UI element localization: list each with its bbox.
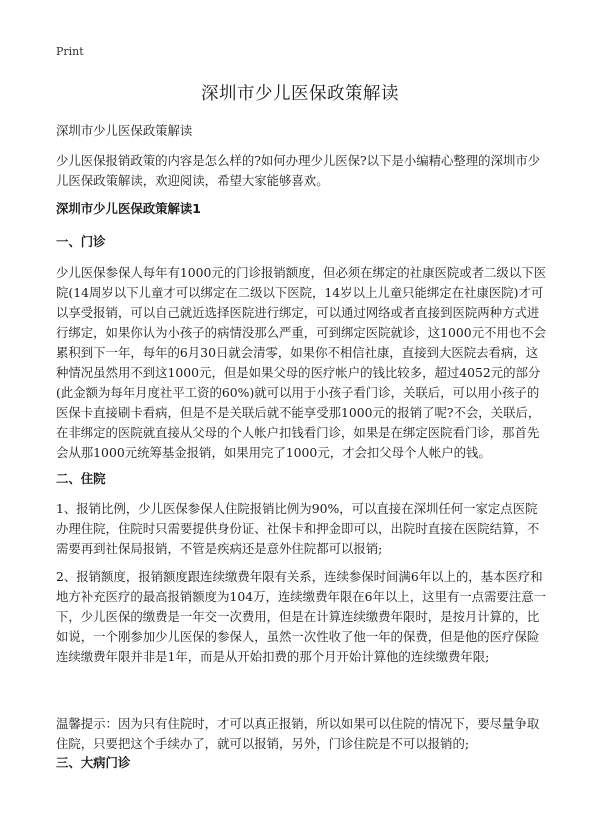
- heading-serious-illness: 三、大病门诊: [56, 755, 131, 770]
- paragraph-inpatient-limit: 2、报销额度，报销额度跟连续缴费年限有关系，连续参保时间满6年以上的，基本医疗和地方补充医疗的最高报销额度为104万，连续缴费年限在6年以上，这里有一点需要注意一下，少儿医保的缴费是一年交一次费用，但是在计算连续缴费年限时，是按月计算的，比如说，一个刚参加少儿医保的参保人，虽然一次性收了他一年的保费，但是他的医疗保险连续缴费年限并非是1年，而是从开始扣费的那个月开始计算他的连续缴费年限;: [56, 569, 546, 664]
- intro-paragraph: 少儿医保报销政策的内容是怎么样的?如何办理少儿医保?以下是小编精心整理的深圳市少儿医保政策解读，欢迎阅读，希望大家能够喜欢。: [56, 153, 541, 188]
- heading-inpatient: 二、住院: [56, 471, 106, 486]
- page-title: 深圳市少儿医保政策解读: [201, 84, 399, 104]
- paragraph-outpatient: 少儿医保参保人每年有1000元的门诊报销额度，但必须在绑定的社康医院或者二级以下医院(14周岁以下儿童才可以绑定在二级以下医院，14岁以上儿童只能绑定在社康医院)才可以享受报销，可以自己就近选择医院进行绑定，可以通过网络或者直接到医院两种方式进行绑定，如果你认为小孩子的病情没那么严重，可到绑定医院就诊，这1000元不用也不会累积到下一年，每年的6月30日就会清零，如果你不相信社康，直接到大医院去看病，这种情况虽然用不到这1000元，但是如果父母的医疗帐户的钱比较多，超过4052元的部分(此金额为每年月度社平工资的60%)就可以用于小孩子看门诊，关联后，可以用小孩子的医保卡直接刷卡看病，但是不是关联后就不能享受那1000元的报销了呢?不会，关联后，在非绑定的医院就直接从父母的个人帐户扣钱看门诊，如果是在绑定医院看门诊，那首先会从那1000元统筹基金报销，如果用完了1000元，才会扣父母个人帐户的钱。: [56, 265, 546, 460]
- document-subtitle: 深圳市少儿医保政策解读: [56, 123, 193, 138]
- heading-outpatient: 一、门诊: [56, 234, 106, 249]
- paragraph-reminder: 温馨提示：因为只有住院时，才可以真正报销，所以如果可以住院的情况下，要尽量争取住院，只要把这个手续办了，就可以报销，另外，门诊住院是不可以报销的;: [56, 716, 540, 751]
- print-link[interactable]: Print: [56, 45, 84, 58]
- paragraph-inpatient-ratio: 1、报销比例，少儿医保参保人住院报销比例为90%，可以直接在深圳任何一家定点医院办理住院，住院时只需要提供身份证、社保卡和押金即可以，出院时直接在医院结算，不需要再到社保局报销，不管是疾病还是意外住院都可以报销;: [56, 501, 540, 556]
- section-title: 深圳市少儿医保政策解读1: [56, 201, 201, 216]
